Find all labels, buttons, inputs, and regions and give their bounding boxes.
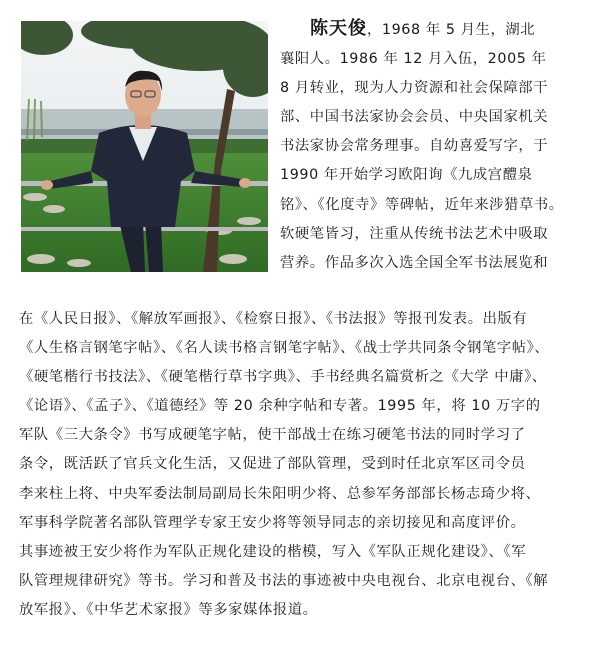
bio-line: 1990 年开始学习欧阳询《九成宫醴泉 xyxy=(280,167,533,184)
bio-line: 其事迹被王安少将作为军队正规化建设的楷模，写入《军队正规化建设》、《军 xyxy=(19,543,527,560)
biography-intro xyxy=(280,14,580,278)
bio-line: 《硬笔楷行书技法》、《硬笔楷行草书字典》、手书经典名篇赏析之《大学 中庸》、 xyxy=(19,369,547,386)
bio-line: 8 月转业，现为人力资源和社会保障部干 xyxy=(280,80,549,97)
bio-line: 军队《三大条令》书写成硬笔字帖，使干部战士在练习硬笔书法的同时学习了 xyxy=(19,427,526,444)
bio-line: 书法家协会常务理事。自幼喜爱写字，于 xyxy=(280,138,549,155)
portrait-photo xyxy=(21,21,268,272)
bio-line: 软硬笔皆习，注重从传统书法艺术中吸取 xyxy=(280,225,549,242)
bio-line: 营养。作品多次入选全国全军书法展览和 xyxy=(280,254,549,271)
bio-line: 《人生格言钢笔字帖》、《名人读书格言钢笔字帖》、《战士学共同条令钢笔字帖》、 xyxy=(19,340,550,357)
bio-line: 放军报》、《中华艺术家报》等多家媒体报道。 xyxy=(19,601,318,618)
bio-line: 部、中国书法家协会会员、中央国家机关 xyxy=(280,109,549,126)
bio-line: ，1968 年 5 月生，湖北 xyxy=(367,22,536,38)
bio-line: 铭》、《化度寺》等碑帖，近年来涉猎草书。 xyxy=(280,196,564,213)
bio-line: 军事科学院著名部队管理学专家王安少将等领导同志的亲切接见和高度评价。 xyxy=(19,514,526,531)
bio-line: 队管理规律研究》等书。学习和普及书法的事迹被中央电视台、北京电视台、《解 xyxy=(19,572,549,589)
bio-first-line xyxy=(280,14,580,45)
bio-line: 在《人民日报》、《解放军画报》、《检察日报》、《书法报》等报刊发表。出版有 xyxy=(19,311,528,327)
biography-body xyxy=(19,305,585,625)
bio-line: 襄阳人。1986 年 12 月入伍，2005 年 xyxy=(280,51,547,68)
bio-line: 《论语》、《孟子》、《道德经》等 20 余种字帖和专著。1995 年，将 10 万字的 xyxy=(19,398,541,415)
author-name: 陈天俊 xyxy=(310,18,367,39)
bio-line: 条令，既活跃了官兵文化生活，又促进了部队管理，受到时任北京军区司令员 xyxy=(19,456,526,473)
bio-line: 李来柱上将、中央军委法制局副局长朱阳明少将、总参军务部部长杨志琦少将、 xyxy=(19,485,541,502)
